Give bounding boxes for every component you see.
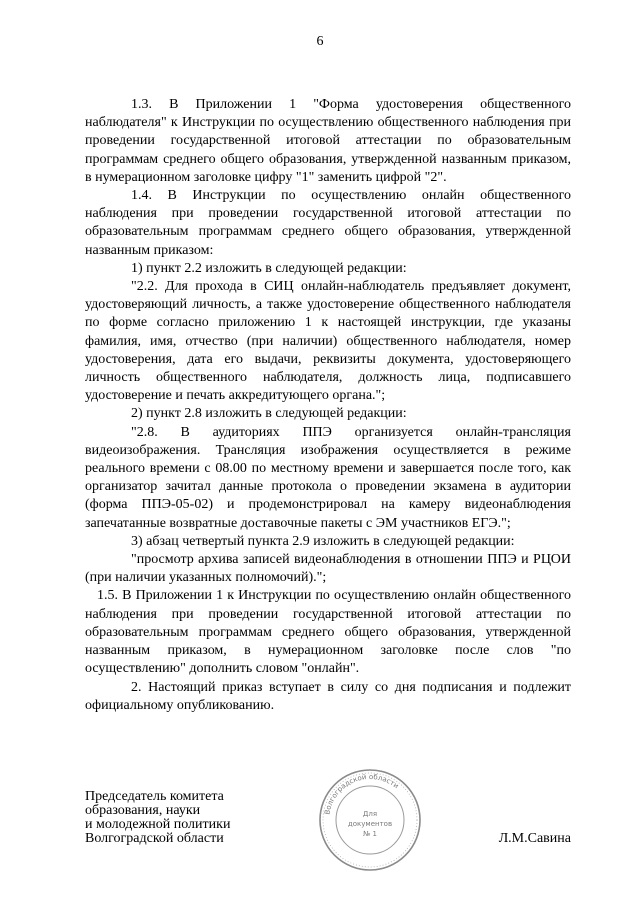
document-body bbox=[85, 96, 571, 715]
stamp-center-text: Для bbox=[362, 810, 378, 818]
paragraph-2: 2. Настоящий приказ вступает в силу со дня подписания и подлежит официальному опубликованию. bbox=[85, 679, 571, 713]
paragraph-item-3: 3) абзац четвертый пункта 2.9 изложить в следующей редакции: bbox=[131, 533, 515, 549]
paragraph-quote-2-8: "2.8. В аудиториях ППЭ организуется онлайн-трансляция видеоизображения. Трансляция изображения осуществляется в режиме реального времени с 08.00 по местному времени и завершается после того, как организатор зачитал данные протокола о проведении экзамена в аудитории (форма ППЭ-05-02) и продемонстрировал на камеру видеонаблюдения запечатанные возвратные доставочные пакеты с ЭМ участников ЕГЭ."; bbox=[85, 424, 571, 531]
signatory-title-line: Волгоградской области bbox=[85, 831, 224, 846]
paragraph-1-4: 1.4. В Инструкции по осуществлению онлайн общественного наблюдения при проведении государственной итоговой аттестации по образовательным программам среднего общего образования, утвержденной названным приказом: bbox=[85, 188, 571, 258]
stamp-center-text: документов bbox=[347, 820, 393, 828]
paragraph-item-1: 1) пункт 2.2 изложить в следующей редакции: bbox=[131, 260, 407, 276]
paragraph-item-2: 2) пункт 2.8 изложить в следующей редакции: bbox=[131, 406, 407, 422]
signatory-title-line: образования, науки bbox=[85, 803, 201, 818]
stamp-center-text: № 1 bbox=[363, 830, 377, 838]
paragraph-1-3: 1.3. В Приложении 1 "Форма удостоверения общественного наблюдателя" к Инструкции по осуществлению общественного наблюдения при проведении государственной итоговой аттестации по образовательным программам среднего общего образования, утвержденной названным приказом, в нумерационном заголовке цифру "1" заменить цифрой "2". bbox=[85, 97, 571, 185]
svg-text:Волгоградской области bbox=[323, 773, 400, 815]
paragraph-quote-2-2: "2.2. Для прохода в СИЦ онлайн-наблюдатель предъявляет документ, удостоверяющий личность, а также удостоверение общественного наблюдателя по форме согласно приложению 1 к настоящей инструкции, где указаны фамилия, имя, отчество (при наличии) общественного наблюдателя, номер удостоверения, дата его выдачи, реквизиты документа, удостоверяющего личность общественного наблюдателя, должность лица, подписавшего удостоверение и печать аккредитующего органа."; bbox=[85, 279, 571, 404]
page-number: 6 bbox=[316, 34, 324, 49]
stamp-ring-text: Волгоградской области bbox=[323, 772, 401, 816]
paragraph-quote-2-9: "просмотр архива записей видеонаблюдения в отношении ППЭ и РЦОИ (при наличии указанных полномочий)."; bbox=[85, 552, 571, 586]
paragraph-1-5: 1.5. В Приложении 1 к Инструкции по осуществлению онлайн общественного наблюдения при проведении государственной итоговой аттестации по образовательным программам среднего общего образования, утвержденной названным приказом, в нумерационном заголовке после слов "по осуществлению" дополнить словом "онлайн". bbox=[85, 588, 571, 677]
signatory-title-line: и молодежной политики bbox=[85, 817, 231, 832]
official-stamp bbox=[318, 768, 422, 872]
signatory-name: Л.М.Савина bbox=[498, 831, 571, 846]
signatory-title-line: Председатель комитета bbox=[85, 789, 224, 804]
